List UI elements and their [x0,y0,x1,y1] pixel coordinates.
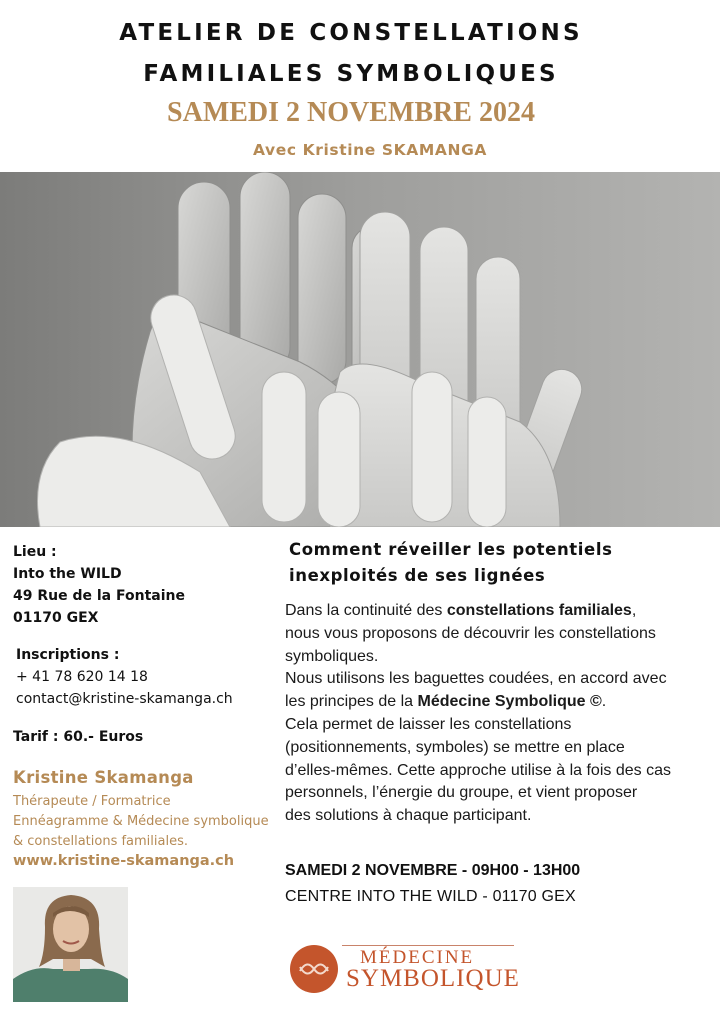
presenter-portrait [13,887,128,1002]
description-line: nous vous proposons de découvrir les constellations [285,624,656,642]
logo-text-1: MÉDECINE [360,947,475,968]
heading-line-2: inexploités de ses lignées [289,566,546,585]
title-line-2: FAMILIALES SYMBOLIQUES [143,61,559,87]
description-line: Nous utilisons les baguettes coudées, en accord avec [285,670,667,688]
description-line: (positionnements, symboles) se mettre en place [285,738,625,756]
event-location: CENTRE INTO THE WILD - 01170 GEX [285,888,576,905]
medecine-symbolique-logo [290,943,530,1003]
registration-phone[interactable]: + 41 78 620 14 18 [16,669,148,685]
venue-street: 49 Rue de la Fontaine [13,588,185,604]
logo-rule [342,945,514,946]
hands-illustration [0,172,720,527]
venue-name: Into the WILD [13,566,122,582]
bold-medecine-symbolique: Médecine Symbolique © [417,693,602,711]
bold-constellations: constellations familiales [446,602,632,619]
description-line: les principes de la Médecine Symbolique ©. [285,693,607,711]
registration-label: Inscriptions : [16,647,120,663]
description-line: des solutions à chaque participant. [285,807,532,825]
presenter-role-2: Ennéagramme & Médecine symbolique [13,814,269,829]
venue-label: Lieu : [13,544,57,560]
description-line: personnels, l’énergie du groupe, et vient proposer [285,784,638,802]
description-line: Cela permet de laisser les constellations [285,715,572,733]
event-schedule: SAMEDI 2 NOVEMBRE - 09H00 - 13H00 [285,862,581,879]
registration-email[interactable]: contact@kristine-skamanga.ch [16,691,233,707]
price: Tarif : 60.- Euros [13,729,144,745]
logo-symbol-icon [290,945,338,993]
description-line: symboliques. [285,647,379,665]
presenter-role-3: & constellations familiales. [13,834,188,849]
heading-line-1: Comment réveiller les potentiels [289,540,613,559]
hands-photo [0,172,720,527]
description-paragraph [285,600,715,828]
logo-text-2: SYMBOLIQUE [346,965,520,992]
description-line: Dans la continuité des constellations familiales, [285,602,637,619]
presenter-website-link[interactable]: www.kristine-skamanga.ch [13,853,235,869]
presenter-role-1: Thérapeute / Formatrice [13,794,171,809]
venue-city: 01170 GEX [13,610,99,626]
presenter-subtitle: Avec Kristine SKAMANGA [253,141,487,159]
event-date-title: SAMEDI 2 NOVEMBRE 2024 [167,97,535,128]
workshop-heading [289,537,709,589]
presenter-name: Kristine Skamanga [13,768,194,787]
title-line-1: ATELIER DE CONSTELLATIONS [119,20,583,46]
description-line: d’elles-mêmes. Cette approche utilise à la fois des cas [285,761,671,779]
